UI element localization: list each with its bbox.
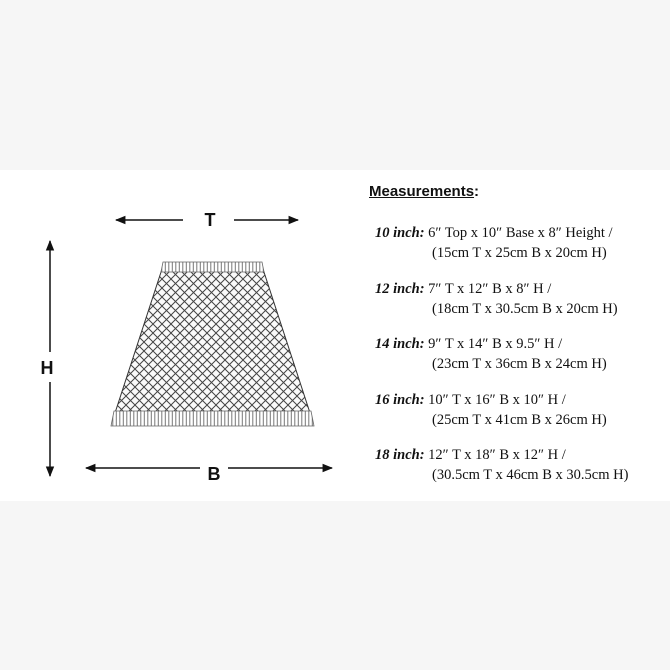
metric-dimensions: (30.5cm T x 46cm B x 30.5cm H) bbox=[432, 467, 629, 483]
imperial-dimensions: 7″ T x 12″ B x 8″ H / bbox=[428, 280, 552, 297]
measurement-item bbox=[375, 223, 665, 279]
height-label: H bbox=[40, 358, 54, 378]
metric-dimensions: (15cm T x 25cm B x 20cm H) bbox=[432, 245, 607, 261]
measurements-heading-colon: : bbox=[474, 183, 480, 200]
top-label: T bbox=[204, 210, 216, 230]
imperial-dimensions: 12″ T x 18″ B x 12″ H / bbox=[428, 447, 566, 463]
size-label: 10 inch: bbox=[375, 225, 425, 241]
size-label: 16 inch: bbox=[375, 391, 425, 408]
measurements-list bbox=[375, 223, 665, 501]
size-label: 18 inch: bbox=[375, 447, 425, 463]
measurements-heading-text: Measurements bbox=[369, 183, 475, 200]
measurement-item bbox=[375, 390, 665, 446]
measurement-item bbox=[375, 445, 665, 501]
base-label: B bbox=[207, 464, 221, 484]
measurement-line-1 bbox=[375, 279, 665, 299]
measurement-item bbox=[375, 334, 665, 390]
imperial-dimensions: 9″ T x 14″ B x 9.5″ H / bbox=[428, 336, 563, 352]
imperial-dimensions: 10″ T x 16″ B x 10″ H / bbox=[428, 391, 566, 408]
size-label: 14 inch: bbox=[375, 336, 425, 352]
measurement-line-1 bbox=[375, 445, 665, 465]
measurements-heading bbox=[369, 183, 479, 200]
lampshade-illustration bbox=[111, 262, 314, 426]
measurement-item bbox=[375, 279, 665, 335]
metric-dimensions: (23cm T x 36cm B x 24cm H) bbox=[432, 356, 607, 372]
imperial-dimensions: 6″ Top x 10″ Base x 8″ Height / bbox=[428, 225, 613, 241]
size-label: 12 inch: bbox=[375, 280, 425, 297]
metric-dimensions: (18cm T x 30.5cm B x 20cm H) bbox=[432, 300, 618, 317]
measurement-line-1 bbox=[375, 334, 665, 354]
metric-dimensions: (25cm T x 41cm B x 26cm H) bbox=[432, 411, 607, 428]
measurement-line-1 bbox=[375, 223, 665, 243]
measurement-line-1 bbox=[375, 390, 665, 410]
